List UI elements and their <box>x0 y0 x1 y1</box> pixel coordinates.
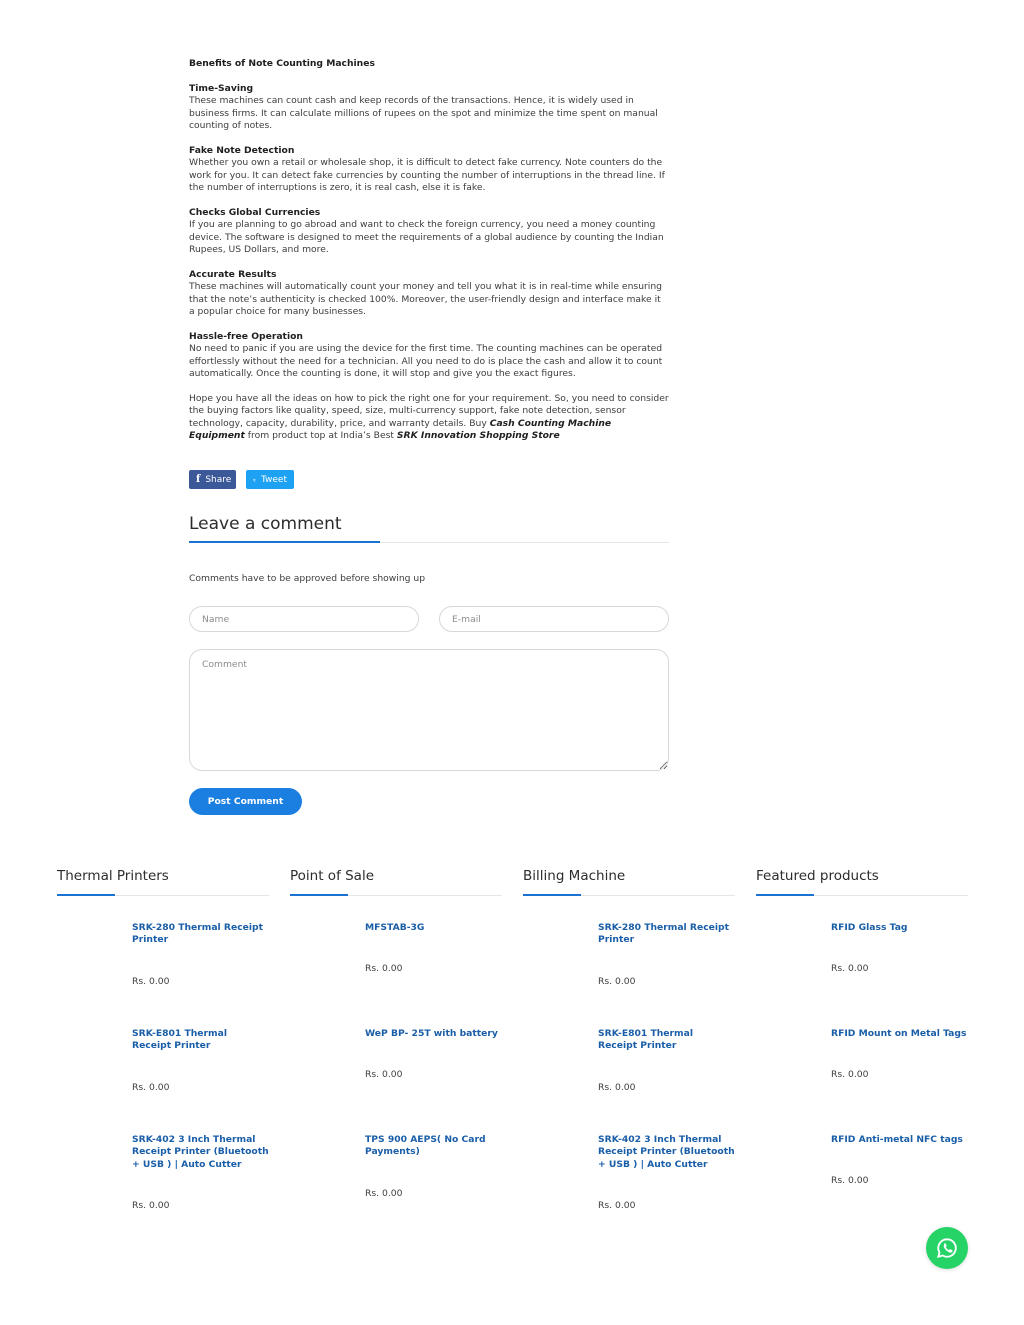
product-price: Rs. 0.00 <box>132 1200 170 1212</box>
closing-text: Hope you have all the ideas on how to pick the right one for your requirement. So, you need to consider the buying factors like quality, speed, size, multi-currency support, fake note detection, sensor technology, capacity, durability, price, and warranty details. Buy <box>189 392 669 429</box>
product-item <box>132 922 269 1002</box>
product-price: Rs. 0.00 <box>132 1081 170 1093</box>
benefit-title: Time-Saving <box>189 82 254 94</box>
product-price: Rs. 0.00 <box>365 963 403 975</box>
column-accent-bar <box>290 894 348 896</box>
product-item <box>365 1028 502 1108</box>
product-link[interactable]: SRK-E801 Thermal Receipt Printer <box>598 1028 693 1052</box>
facebook-icon: f <box>196 474 201 485</box>
product-price: Rs. 0.00 <box>831 963 869 975</box>
benefit-title: Checks Global Currencies <box>189 206 321 218</box>
benefit-section <box>189 145 669 195</box>
product-price: Rs. 0.00 <box>598 975 636 987</box>
benefit-title: Hassle-free Operation <box>189 330 303 342</box>
footer-product-columns <box>57 868 968 1213</box>
product-price: Rs. 0.00 <box>365 1069 403 1081</box>
product-link[interactable]: TPS 900 AEPS( No Card Payments) <box>365 1134 486 1158</box>
benefit-section <box>189 331 669 381</box>
product-price: Rs. 0.00 <box>598 1200 636 1212</box>
benefit-section <box>189 269 669 319</box>
product-item <box>598 1134 735 1213</box>
article-heading: Benefits of Note Counting Machines <box>189 58 375 69</box>
column-accent-bar <box>57 894 115 896</box>
footer-column-thermal-printers <box>57 868 269 1213</box>
column-title: Thermal Printers <box>57 868 169 884</box>
product-item <box>365 1134 502 1200</box>
product-item <box>132 1134 269 1213</box>
product-price: Rs. 0.00 <box>831 1175 869 1187</box>
product-item <box>831 1028 968 1108</box>
article-body <box>189 58 669 443</box>
product-link[interactable]: SRK-E801 Thermal Receipt Printer <box>132 1028 227 1052</box>
product-price: Rs. 0.00 <box>598 1081 636 1093</box>
column-divider <box>57 894 269 896</box>
facebook-share-button[interactable] <box>189 470 236 489</box>
comment-title: Leave a comment <box>189 514 342 534</box>
column-divider <box>756 894 968 896</box>
product-link[interactable]: SRK-280 Thermal Receipt Printer <box>598 922 729 946</box>
product-link[interactable]: SRK-402 3 Inch Thermal Receipt Printer (Bluetooth + USB ) | Auto Cutter <box>132 1134 269 1170</box>
product-link[interactable]: SRK-402 3 Inch Thermal Receipt Printer (Bluetooth + USB ) | Auto Cutter <box>598 1134 735 1170</box>
twitter-icon <box>253 475 256 485</box>
facebook-share-label: Share <box>205 474 232 485</box>
benefit-section <box>189 83 669 133</box>
column-divider <box>523 894 735 896</box>
column-accent-bar <box>756 894 814 896</box>
title-divider <box>189 541 669 543</box>
column-title: Featured products <box>756 868 879 884</box>
benefit-title: Fake Note Detection <box>189 144 295 156</box>
twitter-tweet-label: Tweet <box>261 474 287 485</box>
email-input[interactable] <box>439 606 669 632</box>
twitter-tweet-button[interactable] <box>246 470 294 489</box>
post-comment-button[interactable]: Post Comment <box>189 788 302 815</box>
benefit-section <box>189 207 669 257</box>
column-accent-bar <box>523 894 581 896</box>
benefit-body: These machines can count cash and keep records of the transactions. Hence, it is widely used in business firms. It can calculate millions of rupees on the spot and minimize the time spent on manual counting of notes. <box>189 95 658 132</box>
product-link[interactable]: MFSTAB-3G <box>365 922 425 933</box>
product-link[interactable]: RFID Mount on Metal Tags <box>831 1028 967 1039</box>
footer-column-billing-machine <box>523 868 735 1213</box>
product-link[interactable]: RFID Anti-metal NFC tags <box>831 1134 963 1145</box>
comment-section <box>189 514 669 584</box>
product-price: Rs. 0.00 <box>365 1187 403 1199</box>
store-link[interactable]: SRK Innovation Shopping Store <box>396 430 560 442</box>
cash-counting-link[interactable]: Cash Counting Machine Equipment <box>189 417 612 442</box>
product-price: Rs. 0.00 <box>831 1069 869 1081</box>
product-link[interactable]: RFID Glass Tag <box>831 922 908 933</box>
title-accent-bar <box>189 541 380 543</box>
benefit-body: These machines will automatically count your money and tell you what it is in real-time while ensuring that the note’s authenticity is checked 100%. Moreover, the user-friendly design and interface make it a popular choice for many businesses. <box>189 281 663 318</box>
footer-column-featured-products <box>756 868 968 1213</box>
share-buttons <box>189 470 294 489</box>
product-item <box>598 922 735 1002</box>
column-title: Point of Sale <box>290 868 375 884</box>
benefit-body: No need to panic if you are using the device for the first time. The counting machines can be operated effortlessly without the need for a technician. All you need to do is place the cash and allow it to count automatically. Once the counting is done, it will stop and give you the exact figures. <box>189 343 663 380</box>
benefit-body: If you are planning to go abroad and want to check the foreign currency, you need a money counting device. The software is designed to meet the requirements of a global audience by counting the Indian Rupees, US Dollars, and more. <box>189 219 664 256</box>
product-item <box>598 1028 735 1108</box>
whatsapp-chat-button[interactable] <box>926 1227 968 1269</box>
name-input[interactable] <box>189 606 419 632</box>
column-divider <box>290 894 502 896</box>
column-title: Billing Machine <box>523 868 626 884</box>
product-link[interactable]: WeP BP- 25T with battery <box>365 1028 498 1039</box>
product-item <box>831 1134 968 1188</box>
comment-field-row <box>189 606 669 632</box>
benefit-body: Whether you own a retail or wholesale shop, it is difficult to detect fake currency. Note counters do the work for you. It can detect fake currencies by counting the number of interruptions in the thread line. If the number of interruptions is zero, it is real cash, else it is fake. <box>189 157 665 194</box>
product-link[interactable]: SRK-280 Thermal Receipt Printer <box>132 922 263 946</box>
product-item <box>831 922 968 1002</box>
closing-mid-text: from product top at India’s Best <box>244 430 397 442</box>
product-item <box>365 922 502 1002</box>
benefit-title: Accurate Results <box>189 268 277 280</box>
whatsapp-icon <box>936 1237 958 1259</box>
closing-paragraph <box>189 393 669 443</box>
footer-column-point-of-sale <box>290 868 502 1213</box>
approval-note: Comments have to be approved before showing up <box>189 573 426 584</box>
product-price: Rs. 0.00 <box>132 975 170 987</box>
comment-textarea[interactable] <box>189 649 669 771</box>
product-item <box>132 1028 269 1108</box>
